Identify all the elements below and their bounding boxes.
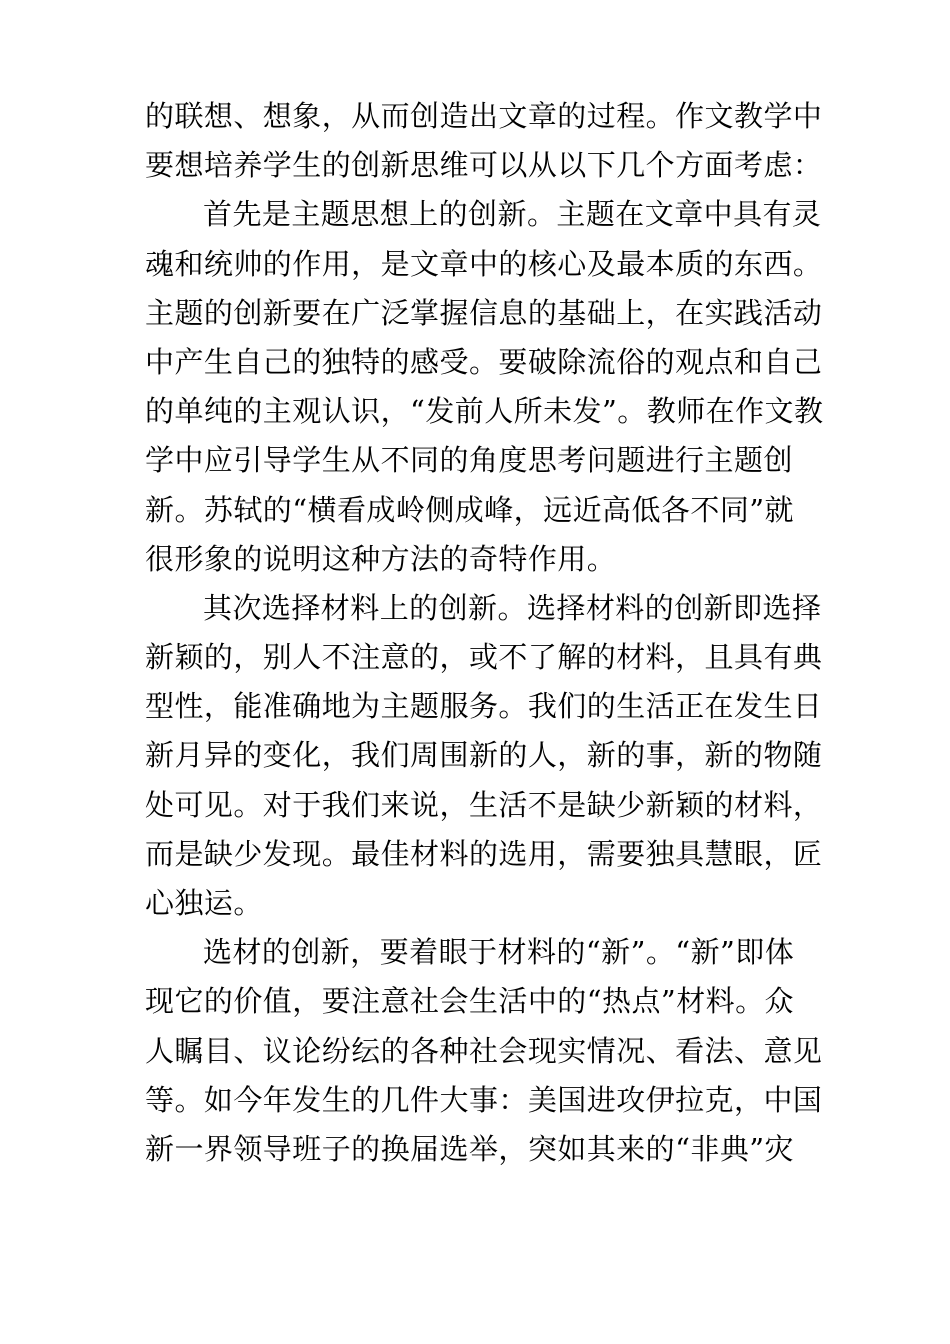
text-line: 中产生自己的独特的感受。要破除流俗的观点和自己 — [145, 344, 823, 379]
text-line: 魂和统帅的作用，是文章中的核心及最本质的东西。 — [145, 246, 823, 281]
text-line: 主题的创新要在广泛掌握信息的基础上，在实践活动 — [145, 295, 823, 330]
text-line: 的联想、想象，从而创造出文章的过程。作文教学中 — [145, 99, 823, 133]
text-line: 型性，能准确地为主题服务。我们的生活正在发生日 — [145, 689, 823, 724]
text-line: 新月异的变化，我们周围新的人，新的事，新的物随 — [145, 738, 823, 773]
paragraph-start-line: 首先是主题思想上的创新。主题在文章中具有灵 — [203, 197, 822, 232]
text-line: 等。如今年发生的几件大事：美国进攻伊拉克，中国 — [145, 1082, 823, 1117]
text-line: 新。苏轼的“横看成岭侧成峰，远近高低各不同”就 — [145, 492, 795, 527]
paragraph-start-line: 选材的创新，要着眼于材料的“新”。“新”即体 — [203, 935, 795, 970]
paragraph-start-line: 其次选择材料上的创新。选择材料的创新即选择 — [203, 590, 822, 625]
text-line: 学中应引导学生从不同的角度思考问题进行主题创 — [145, 443, 793, 478]
text-line: 要想培养学生的创新思维可以从以下几个方面考虑： — [145, 148, 823, 183]
text-line: 心独运。 — [145, 886, 263, 920]
text-line: 很形象的说明这种方法的奇特作用。 — [145, 541, 617, 576]
text-line: 新一界领导班子的换届选举，突如其来的“非典”灾 — [145, 1131, 795, 1166]
text-line: 现它的价值，要注意社会生活中的“热点”材料。众 — [145, 984, 795, 1019]
text-line: 处可见。对于我们来说，生活不是缺少新颖的材料， — [145, 787, 823, 822]
text-line: 的单纯的主观认识，“发前人所未发”。教师在作文教 — [145, 394, 824, 429]
text-line: 人瞩目、议论纷纭的各种社会现实情况、看法、意见 — [145, 1033, 823, 1068]
text-line: 新颖的，别人不注意的，或不了解的材料，且具有典 — [145, 640, 823, 675]
body-text — [145, 92, 824, 1174]
text-line: 而是缺少发现。最佳材料的选用，需要独具慧眼，匠 — [145, 836, 823, 871]
